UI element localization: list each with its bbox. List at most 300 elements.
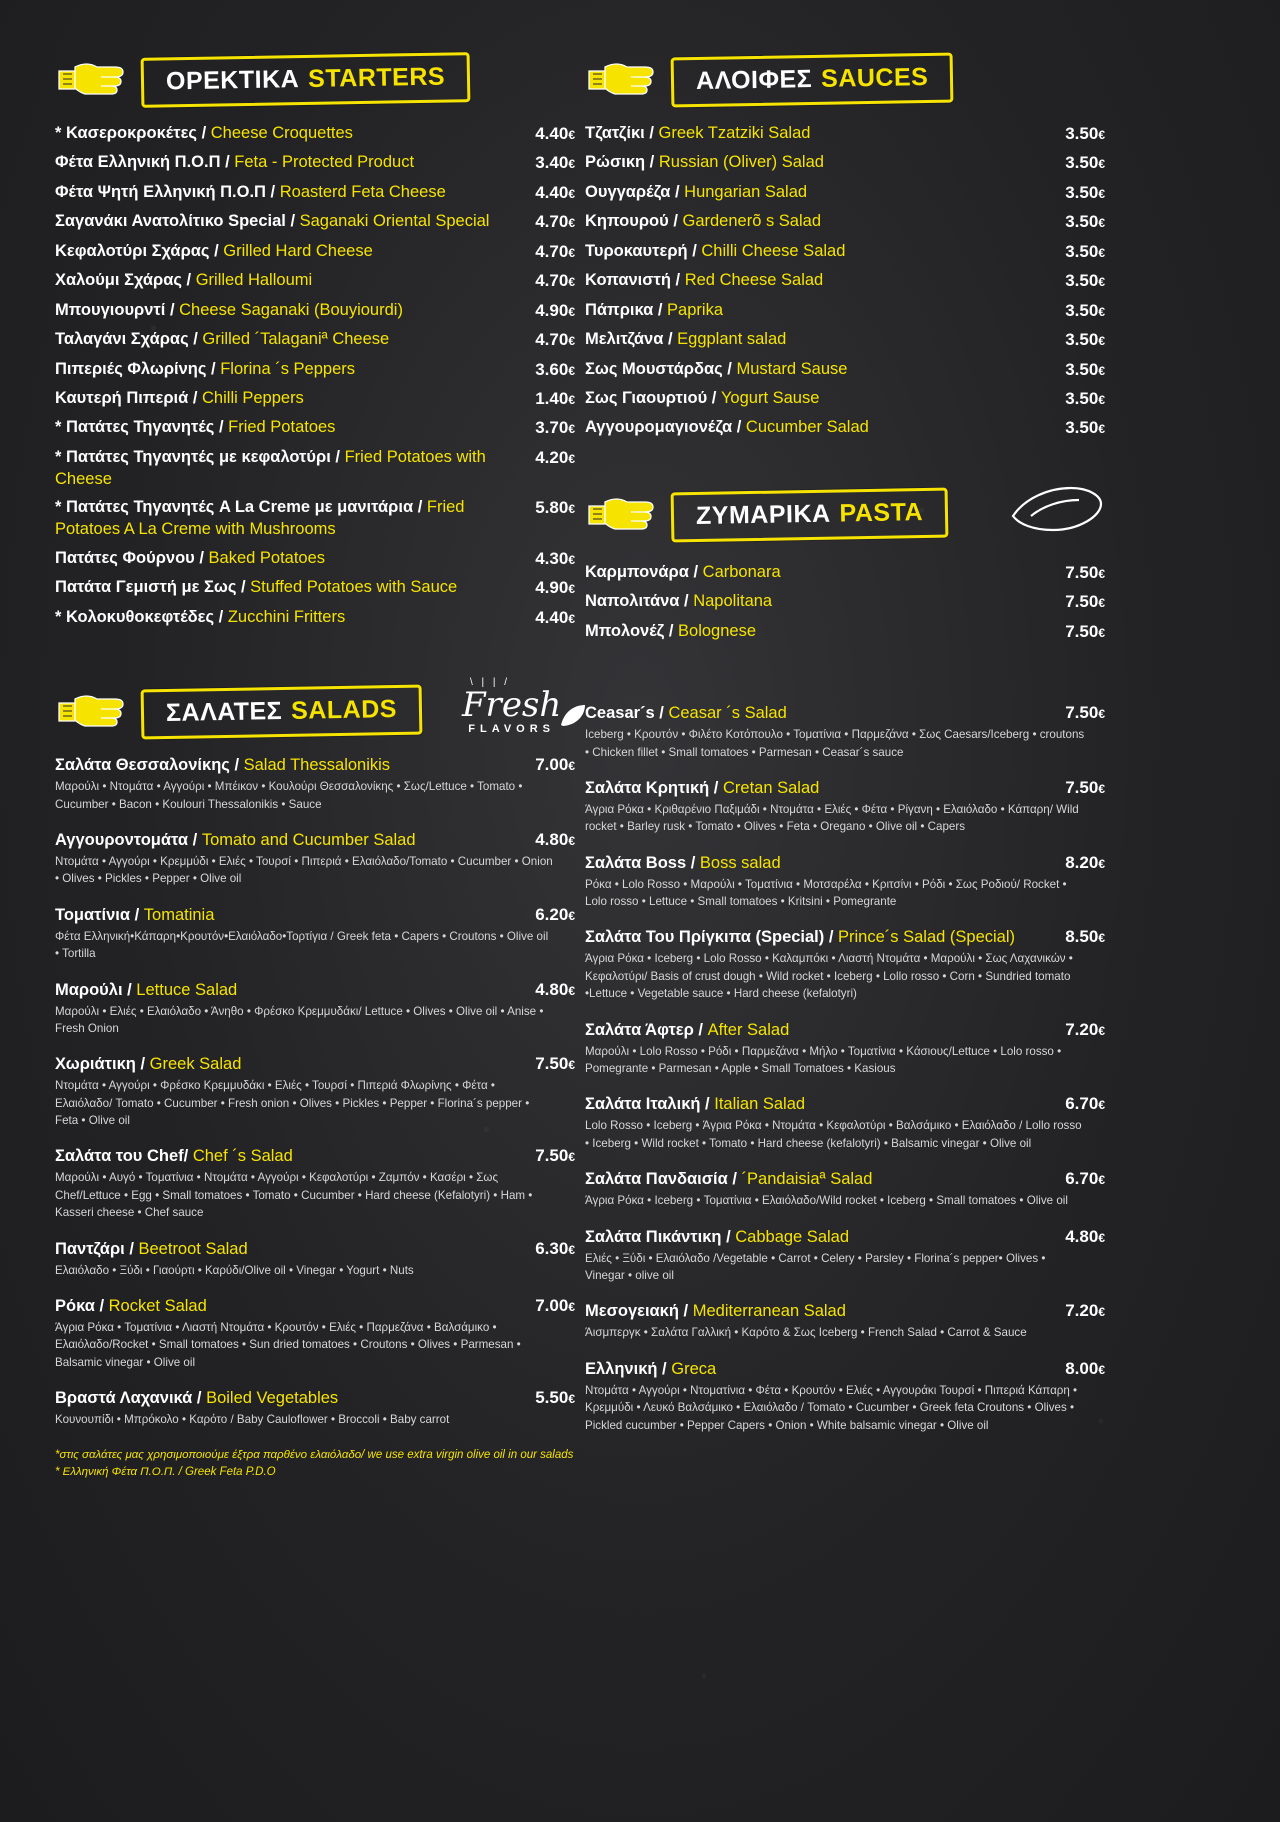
salad-item-name-gr: Σαλάτα Άφτερ / [585, 1020, 708, 1039]
menu-item-name-en: Grilled Halloumi [195, 271, 313, 290]
menu-item-row [585, 211, 1105, 233]
salad-item-name-en: Beetroot Salad [138, 1239, 248, 1258]
menu-item-name-gr: Πάπρικα / [585, 300, 668, 319]
salad-item-name-en: ´Pandaisiaª Salad [741, 1170, 873, 1189]
menu-item-name-en: Zucchini Fritters [227, 607, 346, 626]
salad-item-name-en: Rocket Salad [108, 1297, 207, 1316]
salad-item-price: 6.20€ [535, 904, 575, 924]
menu-item-name-gr: Καρμπονάρα / [585, 562, 703, 581]
salad-item-description: Iceberg • Κρουτόν • Φιλέτο Κοτόπουλο • Τοματίνια • Παρμεζάνα • Σως Caesars/Iceberg • croutons • Chicken fillet • Small tomatoes • Parmesan • Ceasar´s sauce [585, 728, 1085, 759]
salad-item-name [55, 756, 535, 775]
menu-item-price: 3.70€ [535, 418, 575, 438]
sauces-title-gr: ΑΛΟΙΦΕΣ [695, 65, 813, 96]
menu-item-row [585, 388, 1105, 410]
salad-item-header [585, 703, 1105, 723]
menu-item-row [55, 123, 575, 145]
salad-item-name-gr: Σαλάτα του Chef/ [55, 1147, 193, 1166]
salad-item-header [585, 1169, 1105, 1189]
salad-item-name [585, 928, 1065, 947]
salad-item-name-en: Chef ´s Salad [192, 1147, 293, 1166]
menu-item-name-en: Grilled ´Talaganiª Cheese [202, 330, 390, 349]
menu-item-row [55, 182, 575, 204]
menu-item-price: 3.50€ [1065, 153, 1105, 173]
salad-item [55, 1054, 575, 1129]
menu-item-row [55, 388, 575, 410]
sparkle-icon: \ | | / [469, 677, 511, 689]
salad-item-header [585, 1359, 1105, 1379]
salad-item-description: Φέτα Ελληνική•Κάπαρη•Κρουτόν•Ελαιόλαδο•Τορτίγια / Greek feta • Capers • Croutons • Olive oil • Tortilla [55, 929, 549, 961]
salad-item [55, 830, 575, 888]
menu-item-name-gr: Σαγανάκι Ανατολίτικο Special / [55, 212, 300, 231]
menu-item-name [585, 621, 1065, 643]
menu-item-name-gr: Καυτερή Πιπεριά / [55, 388, 203, 407]
salad-item [585, 927, 1105, 1002]
salads-left-list [55, 755, 575, 1428]
menu-item-row [585, 270, 1105, 292]
menu-item-price: 4.70€ [535, 212, 575, 232]
salad-item-price: 7.00€ [535, 755, 575, 775]
menu-item-row [585, 152, 1105, 174]
menu-item-name [55, 497, 535, 541]
salad-item-description: Άγρια Ρόκα • Iceberg • Lolo Rosso • Καλαμπόκι • Λιαστή Ντομάτα • Μαρούλι • Σως Λαχανικών • Κεφαλοτύρι/ Basis of crust dough • Wild rocket • Iceberg • Lollo rosso • Corn • Sundried tomato •Lettuce • Vegetable sauce • Hard cheese (kefalotyri) [585, 952, 1073, 1001]
salad-item-header [55, 1054, 575, 1074]
menu-item-name-gr: Ταλαγάνι Σχάρας / [55, 330, 203, 349]
salads-header [55, 677, 575, 737]
menu-item-price: 3.40€ [535, 153, 575, 173]
menu-item-price: 3.50€ [1065, 388, 1105, 408]
salads-right-list [585, 703, 1105, 1434]
salad-item-name [585, 1360, 1065, 1379]
menu-item-name [55, 417, 535, 439]
salad-item-name-en: Boiled Vegetables [206, 1389, 339, 1408]
menu-item-name-gr: * Πατάτες Τηγανητές / [55, 418, 229, 437]
pointing-hand-icon [585, 492, 657, 538]
salad-item-header [55, 830, 575, 850]
salad-item-price: 7.20€ [1065, 1301, 1105, 1321]
salad-item-name-gr: Σαλάτα Πικάντικη / [585, 1227, 736, 1246]
menu-item-price: 7.50€ [1065, 592, 1105, 612]
menu-item-price: 5.80€ [535, 498, 575, 518]
menu-item-row [585, 562, 1105, 584]
menu-item-name-gr: * Κασεροκροκέτες / [55, 124, 211, 142]
menu-item-name-en: Fried Potatoes [228, 418, 336, 437]
salad-item-name-en: Tomatinia [143, 905, 215, 924]
salad-item-price: 7.50€ [535, 1054, 575, 1074]
sauces-header [585, 55, 1105, 105]
salad-item-description: Άγρια Ρόκα • Iceberg • Τοματίνια • Ελαιόλαδο/Wild rocket • Iceberg • Small tomatoes • Olive oil [585, 1194, 1068, 1208]
menu-item-row [585, 182, 1105, 204]
menu-item-price: 1.40€ [535, 388, 575, 408]
salad-item-name [55, 906, 535, 925]
salad-item-description: Μαρούλι • Ντομάτα • Αγγούρι • Μπέικον • Κουλούρι Θεσσαλονίκης • Σως/Lettuce • Tomato • Cucumber • Bacon • Koulouri Thessalonikis • Sauce [55, 780, 523, 811]
salad-item-description: Κουνουπίδι • Μπρόκολο • Καρότο / Baby Cauloflower • Broccoli • Baby carrot [55, 1413, 450, 1427]
menu-item-name-en: Cucumber Salad [745, 418, 869, 437]
menu-item-row [55, 417, 575, 439]
menu-item-row [55, 497, 575, 541]
menu-item-name-en: Stuffed Potatoes with Sauce [250, 578, 458, 597]
sauces-title-en: SAUCES [820, 62, 929, 93]
salad-item-name-en: Cabbage Salad [735, 1227, 850, 1246]
pasta-illustration-icon [1009, 482, 1105, 536]
salad-item [585, 853, 1105, 911]
salad-item-name [585, 704, 1065, 723]
salad-item [585, 1094, 1105, 1152]
fresh-flavors-badge [461, 677, 562, 736]
menu-item-price: 4.90€ [535, 578, 575, 598]
menu-item-price: 4.70€ [535, 241, 575, 261]
menu-item-name [55, 211, 535, 233]
salad-item [585, 1301, 1105, 1341]
menu-item-name-gr: * Πατάτες Τηγανητές A La Creme με μανιτάρια / [55, 498, 427, 517]
menu-item-name-en: Fried Potatoes A La Creme with Mushrooms [55, 498, 465, 539]
menu-item-row [585, 300, 1105, 322]
salad-item-header [585, 1020, 1105, 1040]
salads-title-en: SALADS [290, 695, 398, 726]
salad-item-price: 4.80€ [535, 979, 575, 999]
salad-item [585, 778, 1105, 836]
menu-item-name [55, 241, 535, 263]
menu-item-name-gr: Τζατζίκι / [585, 124, 659, 142]
salad-item [585, 1169, 1105, 1209]
menu-item-row [55, 152, 575, 174]
menu-item-name-gr: Τυροκαυτερή / [585, 241, 702, 260]
menu-item-name [55, 270, 535, 292]
salad-item [55, 905, 575, 963]
salads-title-tag [141, 685, 423, 740]
salad-item-name-en: Ceasar ´s Salad [668, 704, 787, 723]
pasta-title-en: PASTA [839, 497, 924, 528]
menu-item-row [55, 270, 575, 292]
salad-item [55, 1296, 575, 1371]
salad-item-name-en: Boss salad [699, 853, 781, 872]
menu-item-name-gr: Ουγγαρέζα / [585, 182, 685, 201]
salad-item-name-en: Salad Thessalonikis [243, 756, 391, 775]
menu-item-row [585, 123, 1105, 145]
menu-item-price: 4.70€ [535, 271, 575, 291]
starters-title-gr: ΟΡΕΚΤΙΚΑ [165, 65, 300, 96]
menu-item-price: 4.70€ [535, 330, 575, 350]
salad-item-name-gr: Μεσογειακή / [585, 1302, 693, 1321]
menu-item-name [585, 388, 1065, 410]
leaf-icon [559, 703, 587, 729]
salad-item-name [55, 1389, 535, 1408]
menu-item-name-gr: Φέτα Ψητή Ελληνική Π.Ο.Π / [55, 182, 280, 201]
salad-item-price: 7.50€ [535, 1146, 575, 1166]
salad-item-header [585, 853, 1105, 873]
salad-item-name-en: Italian Salad [714, 1095, 806, 1114]
salad-item-header [585, 1227, 1105, 1247]
salad-item [55, 1239, 575, 1279]
menu-item-name-en: Baked Potatoes [208, 548, 326, 567]
menu-item-name-gr: Φέτα Ελληνική Π.Ο.Π / [55, 153, 235, 172]
menu-item-name-gr: Κεφαλοτύρι Σχάρας / [55, 241, 224, 260]
salad-item [585, 1020, 1105, 1078]
salad-item-name-gr: Μαρούλι / [55, 980, 137, 999]
menu-item-name-en: Hungarian Salad [684, 182, 808, 201]
salad-item-description: Μαρούλι • Lolo Rosso • Ρόδι • Παρμεζάνα • Μήλο • Τοματίνια • Κάσιους/Lettuce • Lolo rosso • Pomegrante • Parmesan • Apple • Small Tomatoes • Kasious [585, 1044, 1062, 1076]
pointing-hand-icon [55, 57, 127, 103]
pasta-title-gr: ΖΥΜΑΡΙΚΑ [695, 499, 831, 530]
salad-item-name-gr: Σαλάτα Ιταλική / [585, 1095, 715, 1114]
menu-item-name-en: Napolitana [693, 592, 773, 611]
menu-item-name-gr: Μελιτζάνα / [585, 330, 678, 349]
menu-item-name-gr: Ναπολιτάνα / [585, 592, 694, 611]
menu-item-name [585, 123, 1065, 145]
salad-item-header [55, 1239, 575, 1259]
menu-item-name [585, 417, 1065, 439]
menu-item-name-en: Eggplant salad [677, 330, 787, 349]
menu-item-name-gr: Πιπεριές Φλωρίνης / [55, 359, 221, 378]
menu-item-name [55, 182, 535, 204]
salad-item-description: Ντομάτα • Αγγούρι • Φρέσκο Κρεμμυδάκι • Ελιές • Τουρσί • Πιπεριά Φλωρίνης • Φέτα • Ελαιόλαδο/ Tomato • Cucumber • Fresh onion • Olives • Pickles • Pepper • Florina´s pepper • Feta • Olive oil [55, 1079, 530, 1128]
menu-item-name-en: Cheese Croquettes [210, 124, 353, 142]
salad-item-price: 4.80€ [535, 829, 575, 849]
menu-item-row [55, 329, 575, 351]
salad-item-name-en: Prince´s Salad (Special) [838, 928, 1016, 947]
salad-item-name-gr: Τοματίνια / [55, 905, 144, 924]
menu-item-price: 7.50€ [1065, 621, 1105, 641]
menu-item-name-gr: Χαλούμι Σχάρας / [55, 271, 196, 290]
salad-item-name-gr: Ρόκα / [55, 1297, 109, 1316]
sauces-title-tag [671, 53, 954, 108]
menu-item-name [55, 359, 535, 381]
salads-title-gr: ΣΑΛΑΤΕΣ [165, 697, 283, 728]
salad-item-name-en: Tomato and Cucumber Salad [201, 830, 416, 849]
menu-item-name-en: Paprika [667, 300, 723, 319]
salad-item-price: 8.00€ [1065, 1358, 1105, 1378]
salad-item-description: Μαρούλι • Ελιές • Ελαιόλαδο • Άνηθο • Φρέσκο Κρεμμυδάκι/ Lettuce • Olives • Olive oil • Anise • Fresh Onion [55, 1004, 544, 1035]
pointing-hand-icon [585, 57, 657, 103]
fresh-sub-text: FLAVORS [468, 723, 555, 736]
salad-item-name [55, 1147, 535, 1166]
menu-item-name [585, 591, 1065, 613]
menu-item-price: 4.30€ [535, 548, 575, 568]
menu-item-name-gr: Σως Μουστάρδας / [585, 359, 737, 378]
menu-item-price: 3.50€ [1065, 212, 1105, 232]
menu-item-name-gr: Πατάτες Φούρνου / [55, 548, 209, 567]
menu-item-name-en: Chilli Peppers [202, 388, 304, 407]
salad-item-name-gr: Ελληνική / [585, 1359, 672, 1378]
salad-item-name-en: Cretan Salad [722, 778, 820, 797]
salad-item-price: 6.30€ [535, 1238, 575, 1258]
salad-item-price: 7.00€ [535, 1296, 575, 1316]
menu-item-name-gr: Κηπουρού / [585, 212, 683, 231]
menu-item-name-en: Chilli Cheese Salad [701, 241, 846, 260]
salad-item-name-en: After Salad [707, 1020, 790, 1039]
salad-item-price: 6.70€ [1065, 1094, 1105, 1114]
salad-item-name [55, 1297, 535, 1316]
salad-item-name [585, 1095, 1065, 1114]
menu-item-name-en: Roasterd Feta Cheese [279, 182, 446, 201]
menu-item-row [55, 447, 575, 491]
menu-item-name [55, 607, 535, 629]
menu-item-row [55, 300, 575, 322]
menu-item-name [55, 152, 535, 174]
salads-footnote [55, 1447, 575, 1483]
menu-item-price: 4.40€ [535, 124, 575, 143]
menu-item-row [585, 591, 1105, 613]
menu-item-name [55, 300, 535, 322]
menu-item-price: 3.50€ [1065, 124, 1105, 143]
salad-item [55, 1388, 575, 1428]
salad-item-description: Άγρια Ρόκα • Τοματίνια • Λιαστή Ντομάτα • Κρουτόν • Ελιές • Παρμεζάνα • Βαλσάμικο • Ελαιόλαδο/Rocket • Small tomatoes • Sun dried tomatoes • Croutons • Olives • Parmesan • Balsamic vinegar • Olive oil [55, 1321, 521, 1369]
menu-item-price: 3.50€ [1065, 300, 1105, 320]
menu-item-name [585, 329, 1065, 351]
menu-item-name-en: Fried Potatoes with Cheese [55, 447, 486, 488]
salad-item-name-en: Greek Salad [149, 1055, 242, 1074]
menu-item-name [55, 388, 535, 410]
salad-item-name-en: Greca [671, 1359, 717, 1378]
menu-item-price: 3.60€ [535, 359, 575, 379]
salad-item [585, 1227, 1105, 1285]
menu-item-row [585, 417, 1105, 439]
menu-item-row [55, 548, 575, 570]
menu-item-row [55, 359, 575, 381]
left-column [55, 55, 575, 1482]
footnote-line-1: *στις σαλάτες μας χρησιμοποιούμε έξτρα παρθένο ελαιόλαδο/ we use extra virgin olive oil in our salads [55, 1448, 574, 1461]
menu-item-name [585, 241, 1065, 263]
menu-item-name-gr: * Πατάτες Τηγανητές με κεφαλοτύρι / [55, 447, 345, 466]
salad-item-name-gr: Χωριάτικη / [55, 1055, 150, 1074]
salad-item-name-gr: Παντζάρι / [55, 1239, 139, 1258]
salad-item-name [585, 1302, 1065, 1321]
salad-item-name-gr: Αγγουροντομάτα / [55, 830, 202, 849]
menu-item-name-en: Bolognese [678, 621, 757, 640]
salad-item-name [585, 854, 1065, 873]
salad-item-name-gr: Σαλάτα Boss / [585, 853, 700, 872]
menu-item-name-en: Cheese Saganaki (Bouyiourdi) [179, 300, 403, 319]
salad-item-name-gr: Σαλάτα Κρητική / [585, 778, 723, 797]
menu-item-name-en: Russian (Oliver) Salad [658, 153, 824, 172]
pasta-list [585, 562, 1105, 643]
menu-item-row [585, 621, 1105, 643]
salad-item-header [55, 980, 575, 1000]
salad-item-header [585, 1301, 1105, 1321]
menu-item-name [55, 548, 535, 570]
salad-item-header [55, 755, 575, 775]
menu-item-name-gr: Κοπανιστή / [585, 271, 685, 290]
menu-item-price: 3.50€ [1065, 241, 1105, 261]
salad-item-name-gr: Ceasar´s / [585, 704, 669, 723]
salad-item-name-gr: Σαλάτα Του Πρίγκιπα (Special) / [585, 928, 839, 947]
menu-item-name-gr: Αγγουρομαγιονέζα / [585, 418, 746, 437]
menu-item-name [585, 211, 1065, 233]
menu-item-row [585, 329, 1105, 351]
salad-item-name-en: Lettuce Salad [136, 980, 238, 999]
menu-item-name [585, 270, 1065, 292]
salad-item-description: Ντομάτα • Αγγούρι • Κρεμμύδι • Ελιές • Τουρσί • Πιπεριά • Ελαιόλαδο/Tomato • Cucumber • Onion • Olives • Pickles • Pepper • Olive oil [55, 854, 553, 886]
salad-item-price: 8.50€ [1065, 927, 1105, 947]
menu-item-name [585, 562, 1065, 584]
salad-item-price: 8.20€ [1065, 852, 1105, 872]
menu-item-price: 4.40€ [535, 607, 575, 627]
menu-item-name [585, 152, 1065, 174]
salad-item [585, 1359, 1105, 1434]
menu-item-name [55, 447, 535, 491]
menu-item-name-en: Yogurt Sause [720, 388, 820, 407]
menu-item-name [55, 577, 535, 599]
starters-list [55, 123, 575, 629]
salad-item-name [55, 981, 535, 1000]
salad-item-name [585, 1021, 1065, 1040]
menu-item-row [585, 241, 1105, 263]
salad-item-name [55, 831, 535, 850]
menu-item-name-gr: Ρώσικη / [585, 153, 659, 172]
starters-title-tag [141, 52, 471, 108]
right-column [585, 55, 1105, 1451]
salad-item-description: Άγρια Ρόκα • Κριθαρένιο Παξιμάδι • Ντομάτα • Ελιές • Φέτα • Ρίγανη • Ελαιόλαδο • Κάπαρη/ Wild rocket • Barley rusk • Tomato • Olives • Feta • Oregano • Olive oil • Capers [585, 802, 1079, 834]
menu-item-name-en: Greek Tzatziki Salad [658, 124, 811, 142]
starters-header [55, 55, 575, 105]
menu-item-name-en: Carbonara [702, 562, 781, 581]
menu-item-name-en: Red Cheese Salad [684, 271, 824, 290]
salad-item-price: 7.50€ [1065, 703, 1105, 723]
salad-item-header [55, 1388, 575, 1408]
salad-item-header [585, 778, 1105, 798]
menu-item-name-gr: Μπολονέζ / [585, 621, 679, 640]
salad-item-header [55, 905, 575, 925]
salad-item-price: 7.20€ [1065, 1019, 1105, 1039]
salad-item [55, 1146, 575, 1221]
starters-title-en: STARTERS [307, 62, 446, 93]
menu-item-price: 7.50€ [1065, 562, 1105, 582]
menu-item-price: 3.50€ [1065, 271, 1105, 291]
fresh-script-text: Fresh [461, 685, 562, 726]
menu-item-name-gr: * Κολοκυθοκεφτέδες / [55, 607, 228, 626]
menu-item-name-en: Saganaki Oriental Special [299, 212, 490, 231]
menu-item-name-en: Mustard Sause [736, 359, 848, 378]
menu-item-name [585, 182, 1065, 204]
salad-item-price: 5.50€ [535, 1388, 575, 1408]
pasta-header [585, 490, 1105, 540]
menu-item-name [55, 123, 535, 145]
salad-item [55, 980, 575, 1038]
menu-item-row [55, 241, 575, 263]
menu-item-name-gr: Μπουγιουρντί / [55, 300, 180, 319]
salad-item-description: Ελαιόλαδο • Ξύδι • Γιαούρτι • Καρύδι/Olive oil • Vinegar • Yogurt • Nuts [55, 1263, 414, 1277]
salad-item-name-en: Mediterranean Salad [692, 1302, 846, 1321]
menu-item-name-en: Grilled Hard Cheese [223, 241, 373, 260]
salad-item-price: 6.70€ [1065, 1169, 1105, 1189]
salad-item-header [55, 1296, 575, 1316]
menu-item-price: 3.50€ [1065, 182, 1105, 202]
salad-item-description: Ρόκα • Lolo Rosso • Μαρούλι • Τοματίνια • Μοτσαρέλα • Κριτσίνι • Ρόδι • Σως Ροδιού/ Rocket • Lolo rosso • Lettuce • Small tomatoes • Kritsini • Pomegrante [585, 877, 1067, 909]
menu-item-name-en: Florina ´s Peppers [220, 359, 356, 378]
salad-item-description: Ντομάτα • Αγγούρι • Ντοματίνια • Φέτα • Κρουτόν • Ελιές • Αγγουράκι Τουρσί • Πιπεριά Κάπαρη • Κρεμμύδι • Λευκό Βαλσάμικο • Ελαιόλαδο / Tomato • Cucumber • Greek feta Croutons • Olives • Pickled cucumber • Pepper Capers • Onion • White balsamic vinegar • Olive oil [585, 1383, 1078, 1432]
menu-item-name-en: Feta - Protected Product [234, 153, 415, 172]
menu-item-price: 4.90€ [535, 300, 575, 320]
salad-item-description: Lolo Rosso • Iceberg • Άγρια Ρόκα • Ντομάτα • Κεφαλοτύρι • Βαλσάμικο • Ελαιόλαδο / Lollo rosso • Iceberg • Wild rocket • Tomato • Hard cheese (kefalotyri) • Balsamic vinegar • Olive oil [585, 1119, 1082, 1150]
menu-item-name-gr: Σως Γιαουρτιού / [585, 388, 721, 407]
menu-item-price: 4.20€ [535, 447, 575, 467]
footnote-line-2: * Ελληνική Φέτα Π.Ο.Π. / Greek Feta P.D.O [55, 1466, 276, 1479]
salad-item-name [55, 1240, 535, 1259]
sauces-list [585, 123, 1105, 440]
menu-item-name [585, 359, 1065, 381]
menu-item-name-en: Gardenerõ s Salad [682, 212, 822, 231]
menu-item-row [55, 211, 575, 233]
menu-item-row [55, 607, 575, 629]
menu-item-price: 4.40€ [535, 182, 575, 202]
salad-item-name [55, 1055, 535, 1074]
salad-item-description: Άισμπεργκ • Σαλάτα Γαλλική • Καρότο & Σως Iceberg • French Salad • Carrot & Sauce [585, 1326, 1027, 1340]
menu-item-price: 3.50€ [1065, 330, 1105, 350]
salad-item-name [585, 779, 1065, 798]
salad-item-description: Μαρούλι • Αυγό • Τοματίνια • Ντομάτα • Αγγούρι • Κεφαλοτύρι • Ζαμπόν • Κασέρι • Σως Chef/Lettuce • Egg • Small tomatoes • Tomato • Cucumber • Hard cheese (Kefalotyri) • Ham • Kasseri cheese • Chef sauce [55, 1171, 533, 1220]
salad-item-header [585, 927, 1105, 947]
menu-item-name [55, 329, 535, 351]
salad-item [55, 755, 575, 813]
